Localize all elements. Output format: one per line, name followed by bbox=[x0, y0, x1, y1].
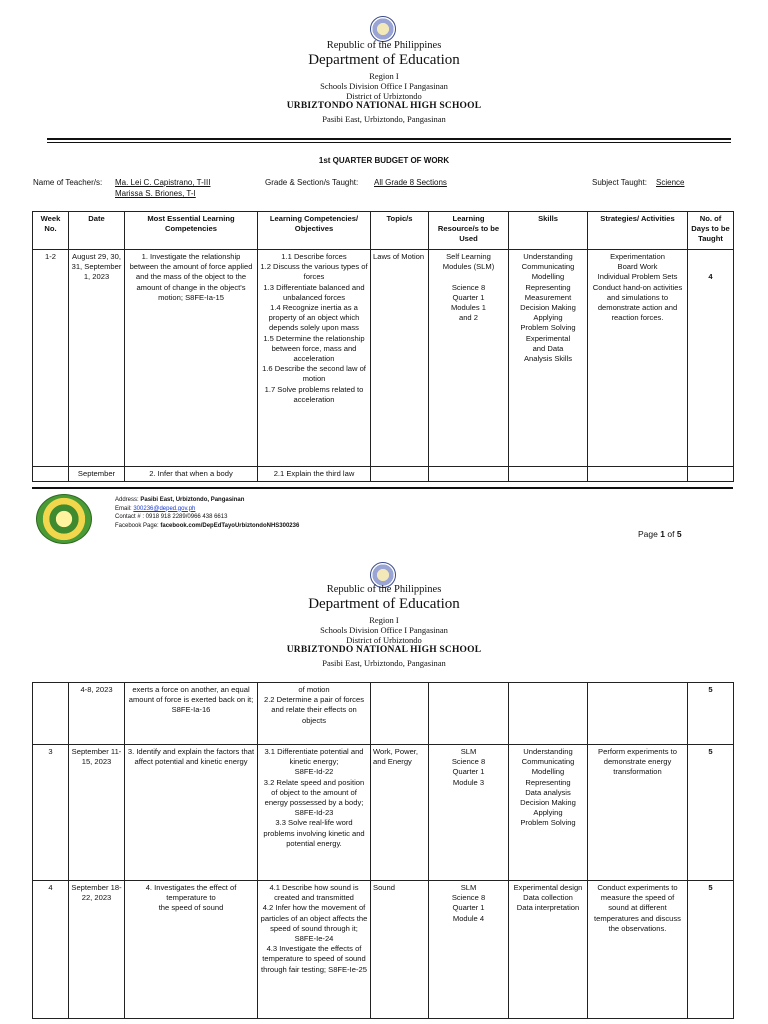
page-total: 5 bbox=[676, 529, 682, 539]
header-date: Date bbox=[69, 212, 125, 250]
footer-facebook: facebook.com/DepEdTayoUrbiztondoNHS300236 bbox=[160, 522, 300, 529]
header-skills: Skills bbox=[509, 212, 588, 250]
days-cell: 4 bbox=[688, 250, 734, 467]
table-row bbox=[33, 250, 734, 467]
melc-cell: 4. Investigates the effect of temperature to the speed of sound bbox=[125, 881, 258, 1019]
header-objectives: Learning Competencies/ Objectives bbox=[258, 212, 371, 250]
table-row bbox=[33, 467, 734, 482]
page-number bbox=[638, 529, 682, 539]
resources-cell bbox=[429, 683, 509, 745]
melc-cell: 1. Investigate the relationship between the amount of force applied and the mass of the object to the amount of change in the object's motion; S8FE-Ia-15 bbox=[125, 250, 258, 467]
table-row bbox=[33, 745, 734, 881]
objectives-cell: 2.1 Explain the third law bbox=[258, 467, 371, 482]
budget-of-work-table-page2 bbox=[32, 682, 734, 1019]
header-days: No. of Days to be Taught bbox=[688, 212, 734, 250]
objectives-cell: of motion 2.2 Determine a pair of forces and relate their effects on objects bbox=[258, 683, 371, 745]
footer-address-label: Address: bbox=[115, 497, 139, 503]
skills-cell bbox=[509, 467, 588, 482]
topic-cell bbox=[371, 467, 429, 482]
days-cell bbox=[688, 467, 734, 482]
header-republic: Republic of the Philippines bbox=[326, 584, 442, 595]
header-resources: Learning Resource/s to be Used bbox=[429, 212, 509, 250]
footer-address: Pasibi East, Urbiztondo, Pangasinan bbox=[140, 497, 245, 503]
table-row bbox=[33, 683, 734, 745]
header-topic: Topic/s bbox=[371, 212, 429, 250]
date-cell: September bbox=[69, 467, 125, 482]
page-current: 1 bbox=[660, 529, 665, 539]
skills-cell bbox=[509, 683, 588, 745]
week-cell: 1-2 bbox=[33, 250, 69, 467]
header-melc: Most Essential Learning Competencies bbox=[125, 212, 258, 250]
footer-contact-block bbox=[115, 496, 299, 530]
objectives-cell: 1.1 Describe forces 1.2 Discuss the various types of forces 1.3 Differentiate balanced and unbalanced forces 1.4 Recognize inertia as a property of an object which depends solely upon mass 1.5 Determine the relationship between force, mass and acceleration 1.6 Describe the second law of motion 1.7 Solve problems related to acceleration bbox=[258, 250, 371, 467]
table-row bbox=[33, 881, 734, 1019]
budget-of-work-table-page1 bbox=[32, 211, 734, 482]
header-district: District of Urbiztondo bbox=[346, 91, 422, 101]
topic-cell: Sound bbox=[371, 881, 429, 1019]
teacher-label: Name of Teacher/s: bbox=[33, 178, 103, 187]
header-school: URBIZTONDO NATIONAL HIGH SCHOOL bbox=[286, 101, 482, 111]
header-region: Region I bbox=[369, 615, 399, 625]
header-district: District of Urbiztondo bbox=[346, 635, 422, 645]
resources-cell: Self Learning Modules (SLM) Science 8 Quarter 1 Modules 1 and 2 bbox=[429, 250, 509, 467]
header-region: Region I bbox=[369, 71, 399, 81]
deped-seal-icon bbox=[370, 16, 396, 42]
table-header-row bbox=[33, 212, 734, 250]
skills-cell: Understanding Communicating Modelling Representing Measurement Decision Making Applying Problem Solving Experimental and Data Analysis Skills bbox=[509, 250, 588, 467]
week-cell bbox=[33, 683, 69, 745]
footer-email-label: Email: bbox=[115, 505, 132, 512]
date-cell: September 18-22, 2023 bbox=[69, 881, 125, 1019]
document-title: 1st QUARTER BUDGET OF WORK bbox=[318, 156, 450, 165]
skills-cell: Experimental design Data collection Data interpretation bbox=[509, 881, 588, 1019]
header-republic: Republic of the Philippines bbox=[326, 40, 442, 51]
header-school: URBIZTONDO NATIONAL HIGH SCHOOL bbox=[286, 645, 482, 655]
grade-value: All Grade 8 Sections bbox=[374, 178, 447, 187]
header-address: Pasibi East, Urbiztondo, Pangasinan bbox=[322, 114, 446, 124]
footer-rule bbox=[32, 487, 733, 489]
strategies-cell bbox=[588, 683, 688, 745]
melc-cell: 2. Infer that when a body bbox=[125, 467, 258, 482]
resources-cell bbox=[429, 467, 509, 482]
date-cell: August 29, 30, 31, September 1, 2023 bbox=[69, 250, 125, 467]
header-department: Department of Education bbox=[308, 596, 460, 612]
header-department: Department of Education bbox=[308, 52, 460, 68]
teacher-name-1: Ma. Lei C. Capistrano, T-III bbox=[115, 178, 211, 187]
teacher-name-2: Marissa S. Briones, T-I bbox=[115, 189, 196, 198]
subject-label: Subject Taught: bbox=[592, 178, 648, 187]
footer-facebook-label: Facebook Page: bbox=[115, 522, 159, 529]
objectives-cell: 3.1 Differentiate potential and kinetic energy; S8FE-Id-22 3.2 Relate speed and position of object to the amount of energy possessed by a body; S8FE-Id-23 3.3 Solve real-life word problems involving kinetic and potential energy. bbox=[258, 745, 371, 881]
resources-cell: SLM Science 8 Quarter 1 Module 3 bbox=[429, 745, 509, 881]
week-cell bbox=[33, 467, 69, 482]
strategies-cell: Perform experiments to demonstrate energy transformation bbox=[588, 745, 688, 881]
topic-cell: Laws of Motion bbox=[371, 250, 429, 467]
week-cell: 4 bbox=[33, 881, 69, 1019]
subject-value: Science bbox=[656, 178, 685, 187]
footer-contact: Contact # : 0918 918 2289/0966 438 6613 bbox=[115, 514, 228, 520]
grade-label: Grade & Section/s Taught: bbox=[265, 178, 359, 187]
date-cell: 4-8, 2023 bbox=[69, 683, 125, 745]
skills-cell: Understanding Communicating Modelling Representing Data analysis Decision Making Applying Problem Solving bbox=[509, 745, 588, 881]
header-address: Pasibi East, Urbiztondo, Pangasinan bbox=[322, 658, 446, 668]
footer-email-link[interactable]: 300236@deped.gov.ph bbox=[133, 505, 196, 512]
document-page-2 bbox=[0, 552, 768, 1024]
header-strategies: Strategies/ Activities bbox=[588, 212, 688, 250]
header-week: Week No. bbox=[33, 212, 69, 250]
topic-cell bbox=[371, 683, 429, 745]
week-cell: 3 bbox=[33, 745, 69, 881]
strategies-cell: Conduct experiments to measure the speed of sound at different temperatures and discuss the observations. bbox=[588, 881, 688, 1019]
melc-cell: 3. Identify and explain the factors that affect potential and kinetic energy bbox=[125, 745, 258, 881]
objectives-cell: 4.1 Describe how sound is created and transmitted 4.2 Infer how the movement of particles of an object affects the speed of sound through it; S8FE-Ie-24 4.3 Investigate the effects of temperature to speed of sound through fair testing; S8FE-Ie-25 bbox=[258, 881, 371, 1019]
date-cell: September 11-15, 2023 bbox=[69, 745, 125, 881]
page-of: of bbox=[667, 529, 675, 539]
topic-cell: Work, Power, and Energy bbox=[371, 745, 429, 881]
resources-cell: SLM Science 8 Quarter 1 Module 4 bbox=[429, 881, 509, 1019]
melc-cell: exerts a force on another, an equal amount of force is exerted back on it; S8FE-Ia-16 bbox=[125, 683, 258, 745]
school-logo-icon bbox=[36, 494, 92, 544]
days-cell: 5 bbox=[688, 745, 734, 881]
header-division: Schools Division Office I Pangasinan bbox=[320, 81, 448, 91]
days-cell: 5 bbox=[688, 683, 734, 745]
strategies-cell: Experimentation Board Work Individual Problem Sets Conduct hand-on activities and simulations to demonstrate action and reaction forces. bbox=[588, 250, 688, 467]
header-division: Schools Division Office I Pangasinan bbox=[320, 625, 448, 635]
strategies-cell bbox=[588, 467, 688, 482]
days-cell: 5 bbox=[688, 881, 734, 1019]
page-prefix: Page bbox=[638, 529, 658, 539]
header-rule bbox=[47, 138, 731, 143]
